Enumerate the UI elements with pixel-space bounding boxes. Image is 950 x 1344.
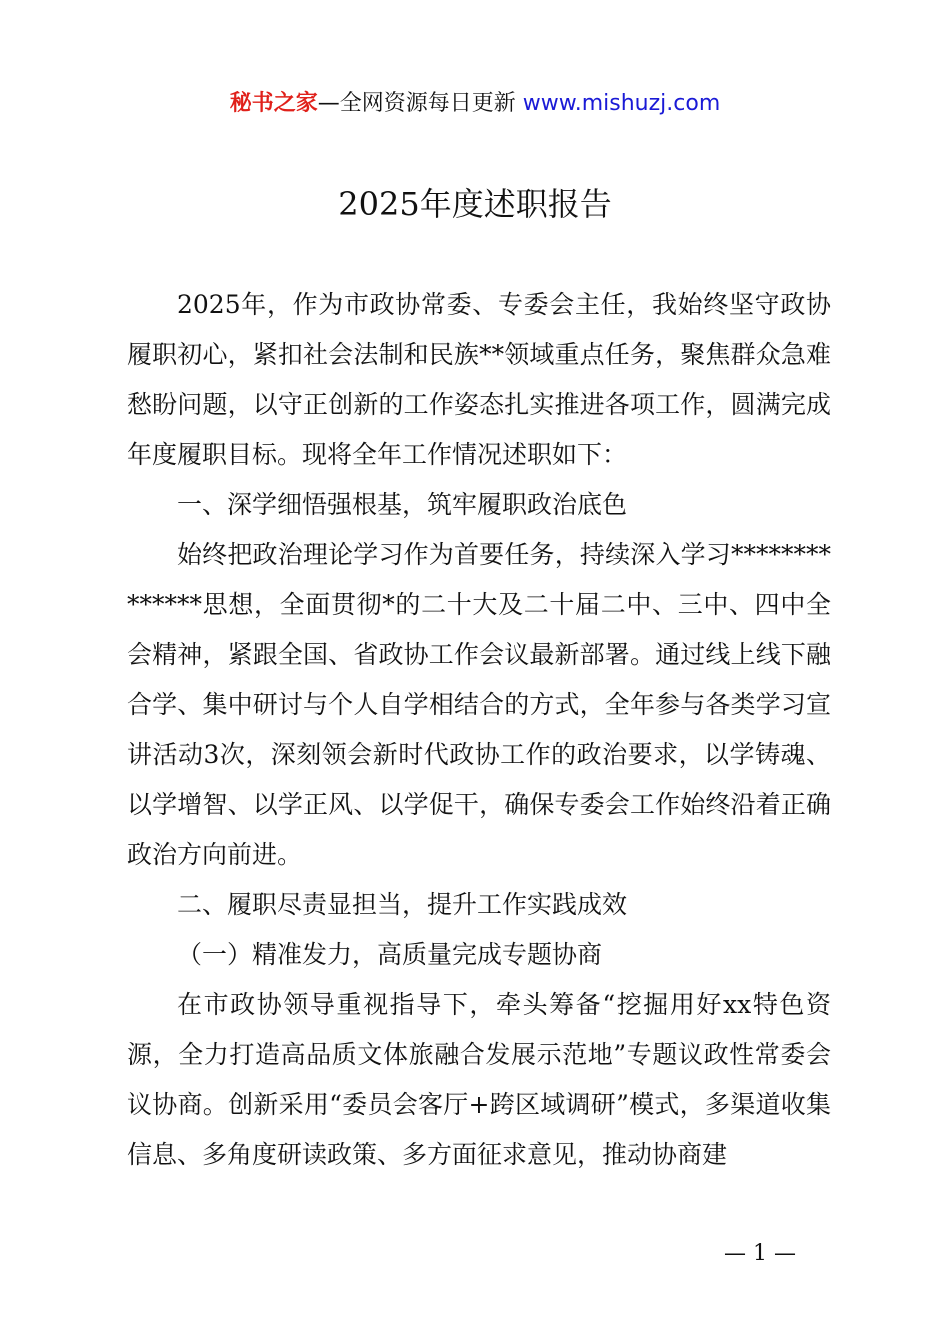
section-heading-1: 一、深学细悟强根基，筑牢履职政治底色	[177, 490, 628, 519]
site-header	[0, 88, 950, 120]
document-body	[127, 280, 831, 1180]
section-heading-2: 二、履职尽责显担当，提升工作实践成效	[177, 890, 628, 919]
site-url-link[interactable]: www.mishuzj.com	[522, 91, 721, 116]
intro-paragraph: 2025年，作为市政协常委、专委会主任，我始终坚守政协履职初心，紧扣社会法制和民族**领域重点任务，聚焦群众急难愁盼问题，以守正创新的工作姿态扎实推进各项工作，圆满完成年度履职目标。现将全年工作情况述职如下：	[127, 290, 831, 469]
page-number: — 1 —	[724, 1241, 796, 1266]
section-1-paragraph: 始终把政治理论学习作为首要任务，持续深入学习**************思想，全面贯彻*的二十大及二十届二中、三中、四中全会精神，紧跟全国、省政协工作会议最新部署。通过线上线下融合学、集中研讨与个人自学相结合的方式，全年参与各类学习宣讲活动3次，深刻领会新时代政协工作的政治要求，以学铸魂、以学增智、以学正风、以学促干，确保专委会工作始终沿着正确政治方向前进。	[127, 540, 831, 869]
document-title: 2025年度述职报告	[338, 185, 612, 223]
header-slogan: —全网资源每日更新	[317, 91, 516, 116]
brand-name[interactable]: 秘书之家	[229, 91, 318, 116]
subsection-heading-2-1: （一）精准发力，高质量完成专题协商	[177, 940, 603, 969]
subsection-2-1-paragraph: 在市政协领导重视指导下，牵头筹备“挖掘用好xx特色资源，全力打造高品质文体旅融合发展示范地”专题议政性常委会议协商。创新采用“委员会客厅+跨区域调研”模式，多渠道收集信息、多角度研读政策、多方面征求意见，推动协商建	[127, 990, 831, 1169]
